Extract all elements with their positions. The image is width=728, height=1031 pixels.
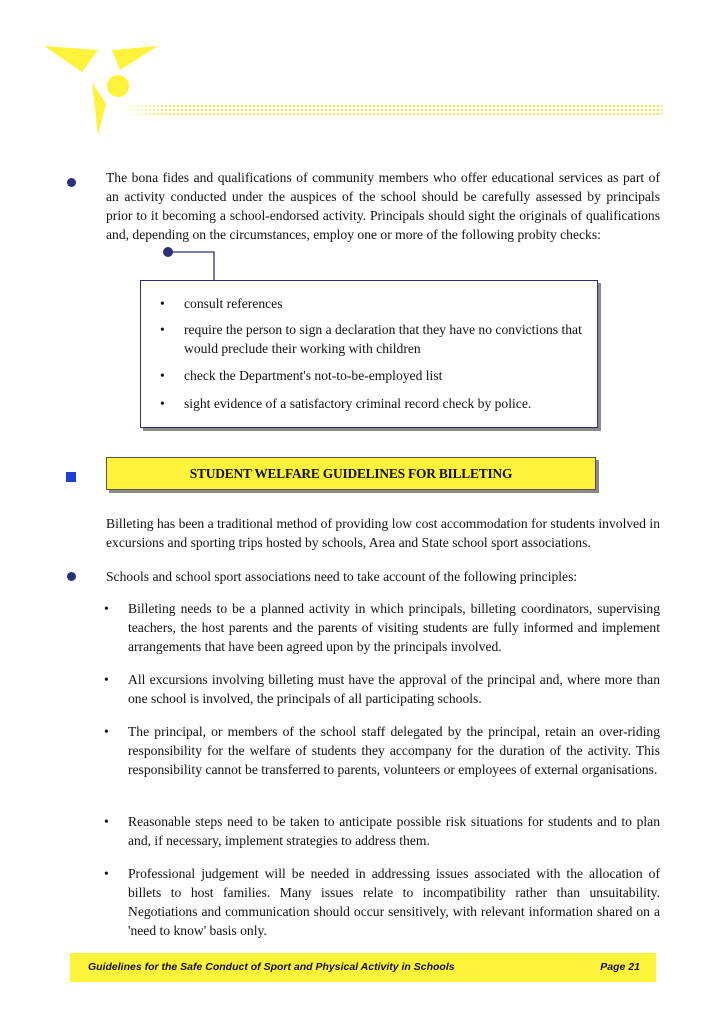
logo-head-circle [107, 75, 129, 97]
principle-item: Reasonable steps need to be taken to anticipate possible risk situations for students and to plan and, if necessary, implement strategies to address them. [128, 814, 660, 848]
bullet-dot [67, 178, 76, 187]
bullet-dot [67, 572, 76, 581]
logo-leg [92, 82, 106, 135]
bullet-marker: • [160, 322, 165, 337]
bullet-marker: • [104, 601, 109, 616]
logo-wing-left [44, 46, 98, 72]
principle-item: The principal, or members of the school staff delegated by the principal, retain an over-riding responsibility for the welfare of students they accompany for the duration of the activity. This responsibility cannot be transferred to parents, volunteers or employees of external organisations. [128, 724, 660, 777]
principle-item: All excursions involving billeting must have the approval of the principal and, where more than one school is involved, the principals of all participating schools. [128, 672, 660, 706]
bullet-marker: • [160, 396, 165, 411]
connector-line [150, 245, 230, 285]
logo-wing-right [112, 46, 158, 70]
page-footer [70, 953, 656, 982]
bullet-marker: • [104, 724, 109, 739]
section-square-marker [66, 472, 76, 482]
probity-check-item: require the person to sign a declaration that they have no convictions that would preclude their working with children [184, 322, 582, 356]
header-logo-graphic [0, 0, 670, 150]
footer-title: Guidelines for the Safe Conduct of Sport and Physical Activity in Schools [88, 961, 455, 973]
principle-item: Professional judgement will be needed in addressing issues associated with the allocation of billets to host families. Many issues relate to incompatibility rather than unsuitability. Negotiations and communication should occur sensitively, with relevant information shared on a 'need to know' basis only. [128, 866, 660, 938]
bullet-marker: • [104, 814, 109, 829]
probity-check-item: sight evidence of a satisfactory criminal record check by police. [184, 396, 532, 411]
bullet-marker: • [104, 672, 109, 687]
probity-check-item: check the Department's not-to-be-employed list [184, 368, 443, 383]
principles-intro: Schools and school sport associations need to take account of the following principles: [106, 569, 578, 584]
bullet-marker: • [160, 296, 165, 311]
page-number: Page 21 [600, 961, 640, 973]
bullet-marker: • [160, 368, 165, 383]
section-heading: STUDENT WELFARE GUIDELINES FOR BILLETING [106, 457, 596, 490]
bullet-marker: • [104, 866, 109, 881]
probity-check-item: consult references [184, 296, 283, 311]
billeting-intro-paragraph: Billeting has been a traditional method of providing low cost accommodation for students involved in excursions and sporting trips hosted by schools, Area and State school sport associations. [106, 516, 660, 550]
principle-item: Billeting needs to be a planned activity in which principals, billeting coordinators, supervising teachers, the host parents and the parents of visiting students are fully informed and implement arrangements that have been agreed upon by the principals involved. [128, 601, 660, 654]
intro-paragraph: The bona fides and qualifications of community members who offer educational services as part of an activity conducted under the auspices of the school should be carefully assessed by principals prior to it becoming a school-endorsed activity. Principals should sight the originals of qualifications and, depending on the circumstances, employ one or more of the following probity checks: [106, 170, 660, 242]
